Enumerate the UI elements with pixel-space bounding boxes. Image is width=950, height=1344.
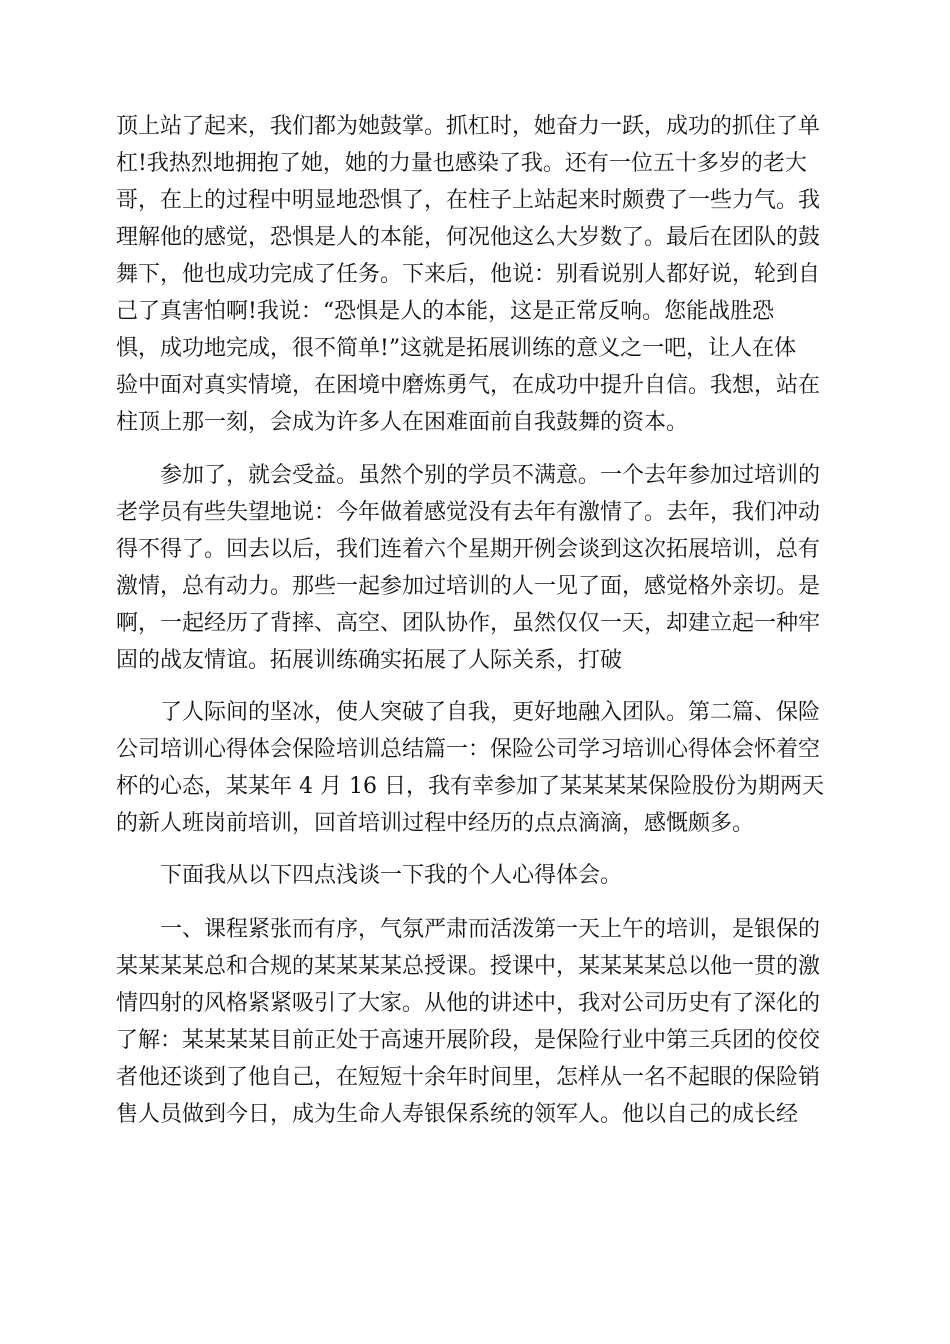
text-line: 一、课程紧张而有序，气氛严肃而活泼第一天上午的培训，是银保的 — [116, 917, 821, 942]
text-line: 了人际间的坚冰，使人突破了自我，更好地融入团队。第二篇、保险 — [116, 700, 821, 725]
paragraph-5 — [116, 911, 836, 1133]
text-line: 激情，总有动力。那些一起参加过培训的人一见了面，感觉格外亲切。是 — [116, 574, 821, 599]
paragraph-1 — [116, 108, 836, 441]
text-line: 啊，一起经历了背摔、高空、团队协作，虽然仅仅一天，却建立起一种牢 — [116, 611, 821, 636]
text-line: 售人员做到今日，成为生命人寿银保系统的领军人。他以自己的成长经 — [116, 1102, 799, 1127]
text-line: 某某某某总和合规的某某某某总授课。授课中，某某某某总以他一贯的激 — [116, 954, 821, 979]
paragraph-2 — [116, 457, 836, 679]
text-line: 了解：某某某某目前正处于高速开展阶段，是保险行业中第三兵团的佼佼 — [116, 1028, 821, 1053]
text-line: 杯的心态，某某年 4 月 16 日，我有幸参加了某某某某保险股份为期两天 — [116, 774, 824, 799]
text-line: 固的战友情谊。拓展训练确实拓展了人际关系，打破 — [116, 648, 623, 673]
text-line: 舞下，他也成功完成了任务。下来后，他说：别看说别人都好说，轮到自 — [116, 262, 821, 287]
text-line: 公司培训心得体会保险培训总结篇一：保险公司学习培训心得体会怀着空 — [116, 737, 821, 762]
text-line: 验中面对真实情境，在困境中磨炼勇气，在成功中提升自信。我想，站在 — [116, 373, 821, 398]
document-page — [116, 108, 836, 1133]
text-line: 的新人班岗前培训，回首培训过程中经历的点点滴滴，感慨颇多。 — [116, 811, 755, 836]
text-line: 哥，在上的过程中明显地恐惧了，在柱子上站起来时颇费了一些力气。我 — [116, 188, 821, 213]
text-line: 参加了，就会受益。虽然个别的学员不满意。一个去年参加过培训的 — [116, 463, 821, 488]
paragraph-4 — [116, 857, 836, 894]
text-line: 柱顶上那一刻，会成为许多人在困难面前自我鼓舞的资本。 — [116, 410, 689, 435]
text-line: 杠!我热烈地拥抱了她，她的力量也感染了我。还有一位五十多岁的老大 — [116, 151, 807, 176]
text-line: 下面我从以下四点浅谈一下我的个人心得体会。 — [116, 863, 623, 888]
text-line: 顶上站了起来，我们都为她鼓掌。抓杠时，她奋力一跃，成功的抓住了单 — [116, 114, 821, 139]
paragraph-3 — [116, 694, 836, 842]
text-line: 得不得了。回去以后，我们连着六个星期开例会谈到这次拓展培训，总有 — [116, 537, 821, 562]
text-line: 理解他的感觉，恐惧是人的本能，何况他这么大岁数了。最后在团队的鼓 — [116, 225, 821, 250]
text-line: 者他还谈到了他自己，在短短十余年时间里，怎样从一名不起眼的保险销 — [116, 1065, 821, 1090]
text-line: 己了真害怕啊!我说：“恐惧是人的本能，这是正常反响。您能战胜恐 — [116, 299, 775, 324]
text-line: 惧，成功地完成，很不简单!”这就是拓展训练的意义之一吧，让人在体 — [116, 336, 797, 361]
text-line: 老学员有些失望地说：今年做着感觉没有去年有激情了。去年，我们冲动 — [116, 500, 821, 525]
text-line: 情四射的风格紧紧吸引了大家。从他的讲述中，我对公司历史有了深化的 — [116, 991, 821, 1016]
